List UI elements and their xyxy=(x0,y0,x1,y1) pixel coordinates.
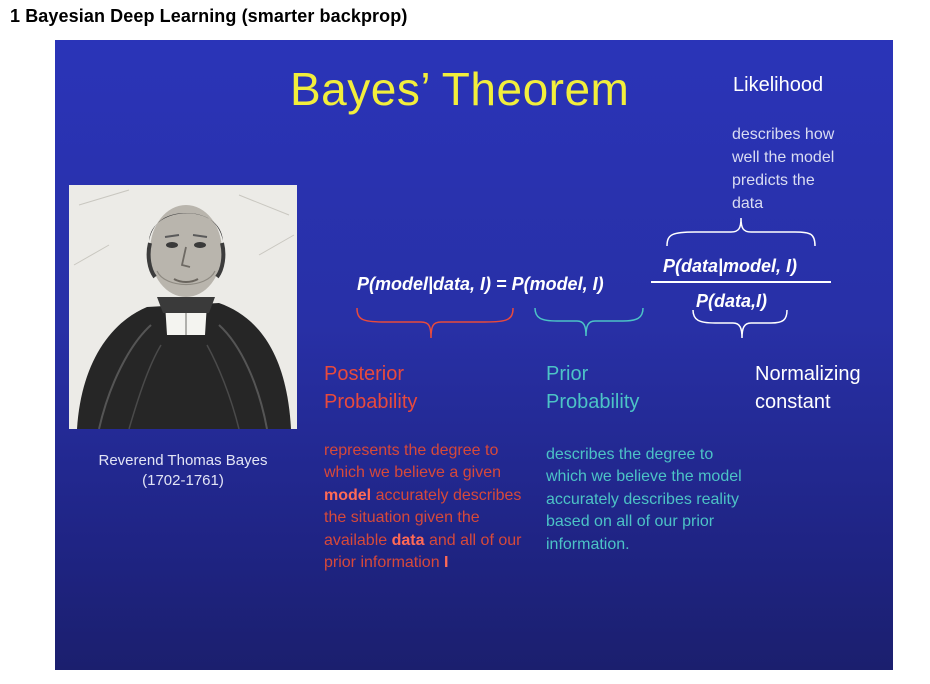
posterior-label-line: Posterior xyxy=(324,363,405,385)
prior-label-line: Prior xyxy=(546,363,589,385)
normalizing-label-line: constant xyxy=(755,391,831,413)
caption-years: (1702-1761) xyxy=(142,472,224,489)
likelihood-line: describes how xyxy=(732,126,835,143)
normalizing-label xyxy=(755,360,861,416)
formula-left-side: P(model|data, I) = P(model, I) xyxy=(357,274,604,294)
likelihood-line: predicts the xyxy=(732,172,815,189)
likelihood-line: data xyxy=(732,195,764,212)
posterior-desc-bold-info: I xyxy=(444,554,449,572)
posterior-brace xyxy=(357,308,513,338)
prior-brace xyxy=(535,308,643,336)
prior-label xyxy=(546,360,639,416)
posterior-desc-bold-data: data xyxy=(391,531,425,549)
prior-description: describes the degree to which we believe the model accurately describes reality based on all of our prior information. xyxy=(546,446,742,553)
likelihood-title: Likelihood xyxy=(733,74,824,96)
posterior-desc-segment: represents the degree to which we believe a given xyxy=(324,442,501,482)
normalizing-brace xyxy=(693,310,787,338)
posterior-description xyxy=(324,440,529,574)
caption-name: Reverend Thomas Bayes xyxy=(98,452,268,469)
normalizing-label-line: Normalizing xyxy=(755,363,861,385)
posterior-desc-segment: and all of our prior information xyxy=(324,531,522,572)
prior-label-line: Probability xyxy=(546,391,640,413)
posterior-desc-segment: accurately describes the situation given the available xyxy=(324,486,522,549)
formula-denominator: P(data,I) xyxy=(696,291,768,311)
document-heading: 1 Bayesian Deep Learning (smarter backprop) xyxy=(10,6,408,26)
slide-title: Bayes’ Theorem xyxy=(290,63,630,115)
formula-numerator: P(data|model, I) xyxy=(663,256,798,276)
likelihood-line: well the model xyxy=(732,149,835,166)
braces-layer xyxy=(55,40,893,670)
bayes-slide xyxy=(55,40,893,670)
likelihood-brace xyxy=(667,218,815,246)
posterior-desc-bold-model: model xyxy=(324,486,372,504)
posterior-label xyxy=(324,360,417,416)
posterior-label-line: Probability xyxy=(324,391,418,413)
